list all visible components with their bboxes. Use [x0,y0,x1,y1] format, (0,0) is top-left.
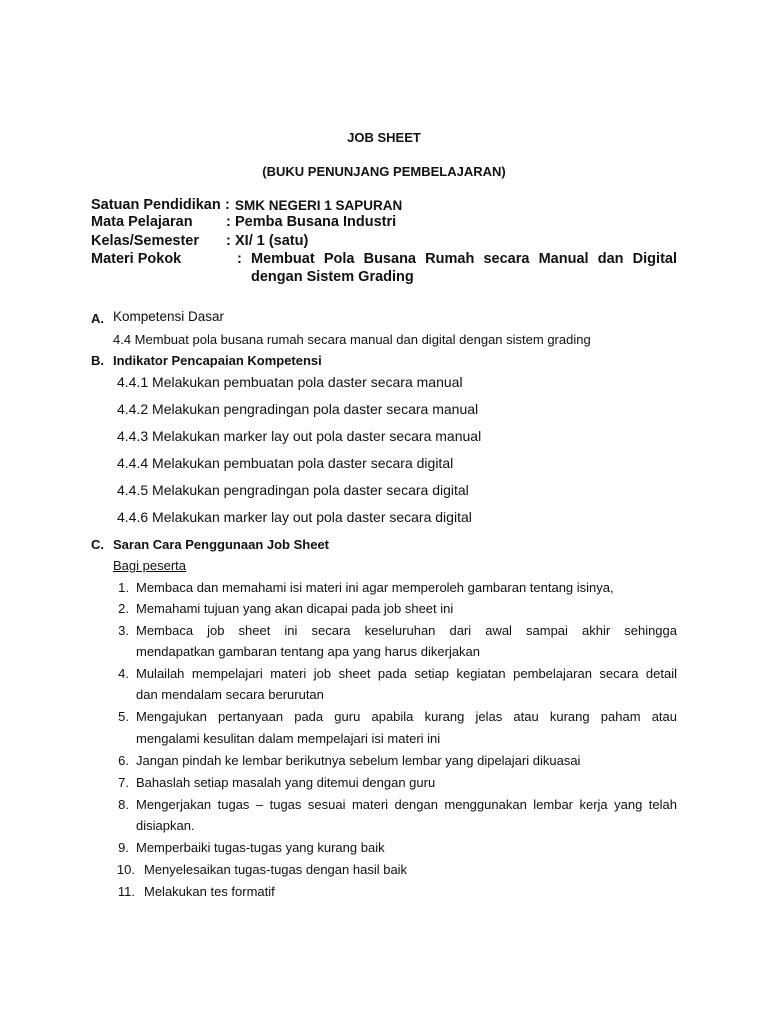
info-value-kelas: XI/ 1 (satu) [235,233,309,249]
info-value-satuan: SMK NEGERI 1 SAPURAN [235,198,403,213]
section-b-letter: B. [91,353,104,368]
list-item-number: 8. [118,797,129,812]
info-value-materi-line2: dengan Sistem Grading [251,269,414,285]
section-c-letter: C. [91,537,104,552]
info-label-mapel: Mata Pelajaran [91,214,193,230]
list-item-number: 7. [118,775,129,790]
list-item-number: 1. [118,580,129,595]
info-sep-satuan: : [225,197,230,213]
indicator-item: 4.4.3 Melakukan marker lay out pola daster secara manual [117,428,482,444]
info-value-mapel: Pemba Busana Industri [235,214,397,230]
section-c-heading: Saran Cara Penggunaan Job Sheet [113,537,330,552]
list-item: Jangan pindah ke lembar berikutnya sebelum lembar yang dipelajari dikuasai [136,753,581,768]
list-item: Memperbaiki tugas-tugas yang kurang baik [136,840,385,855]
list-item-continued: dan mendalam secara berurutan [136,687,324,702]
list-item: Menyelesaikan tugas-tugas dengan hasil baik [144,862,408,877]
list-item-continued: mengalami kesulitan dalam mempelajari isi materi ini [136,731,441,746]
info-label-materi: Materi Pokok [91,251,182,267]
document-title: JOB SHEET [347,130,421,145]
info-sep-kelas: : [226,233,231,249]
list-item-continued: disiapkan. [136,818,195,833]
list-item: Membaca dan memahami isi materi ini agar memperoleh gambaran tentang isinya, [136,580,614,595]
info-value-materi-line1: Membuat Pola Busana Rumah secara Manual dan Digital [251,251,677,267]
section-b-heading: Indikator Pencapaian Kompetensi [113,353,322,368]
indicator-item: 4.4.4 Melakukan pembuatan pola daster secara digital [117,455,454,471]
list-item-number: 9. [118,840,129,855]
section-a-text: 4.4 Membuat pola busana rumah secara manual dan digital dengan sistem grading [113,332,591,347]
list-item-number: 2. [118,601,129,616]
list-item-number: 4. [118,666,129,681]
list-item: Melakukan tes formatif [144,884,275,899]
list-item-number: 5. [118,709,129,724]
list-item-continued: mendapatkan gambaran tentang apa yang harus dikerjakan [136,644,481,659]
list-item: Mengerjakan tugas – tugas sesuai materi dengan menggunakan lembar kerja yang telah [136,797,677,812]
document-subtitle: (BUKU PENUNJANG PEMBELAJARAN) [262,164,506,179]
info-label-kelas: Kelas/Semester [91,233,200,249]
list-item: Mengajukan pertanyaan pada guru apabila kurang jelas atau kurang paham atau [136,709,677,724]
indicator-item: 4.4.5 Melakukan pengradingan pola daster secara digital [117,482,469,498]
indicator-item: 4.4.6 Melakukan marker lay out pola daster secara digital [117,509,472,525]
list-item: Bahaslah setiap masalah yang ditemui dengan guru [136,775,436,790]
info-sep-materi: : [237,251,242,267]
list-item-number: 11. [117,884,135,899]
list-item: Membaca job sheet ini secara keseluruhan dari awal sampai akhir sehingga [136,623,677,638]
info-label-satuan: Satuan Pendidikan [91,197,221,213]
list-item-number: 10. [116,862,135,877]
list-item: Memahami tujuan yang akan dicapai pada job sheet ini [136,601,454,616]
section-a-letter: A. [91,311,104,326]
indicator-item: 4.4.2 Melakukan pengradingan pola daster secara manual [117,401,479,417]
info-sep-mapel: : [226,214,231,230]
section-a-heading: Kompetensi Dasar [113,309,225,324]
list-item-number: 3. [118,623,129,638]
list-item: Mulailah mempelajari materi job sheet pada setiap kegiatan pembelajaran secara detail [136,666,677,681]
list-item-number: 6. [118,753,129,768]
section-c-subheading: Bagi peserta [113,558,186,573]
indicator-item: 4.4.1 Melakukan pembuatan pola daster secara manual [117,374,463,390]
